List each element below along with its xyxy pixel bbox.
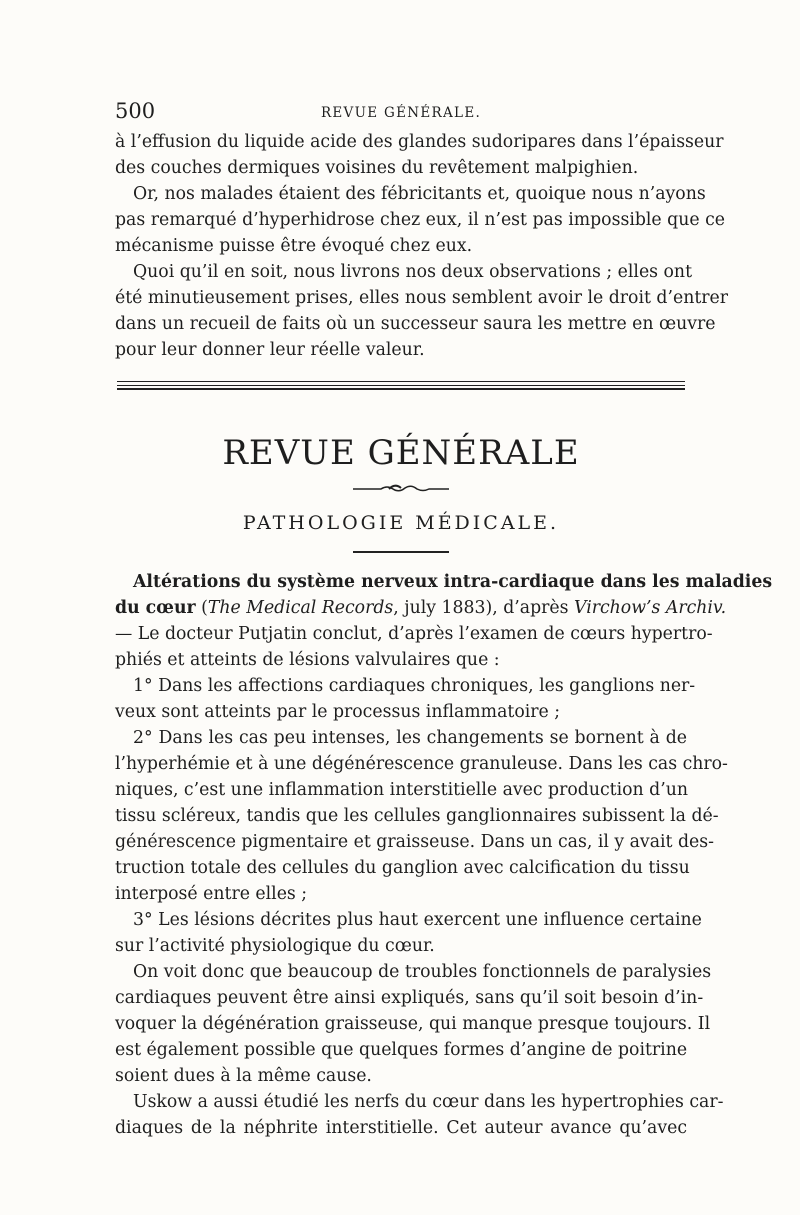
source-title: Virchow’s Archiv.	[574, 598, 727, 618]
journal-title: The Medical Records	[207, 598, 394, 618]
text-line: Or, nos malades étaient des fébricitants et, quoique nous n’ayons	[133, 184, 706, 204]
text-line: 1° Dans les affections cardiaques chroniques, les ganglions ner-	[133, 676, 696, 696]
article	[115, 569, 773, 1141]
text-line: pour leur donner leur réelle valeur.	[115, 340, 425, 360]
text-line: été minutieusement prises, elles nous semblent avoir le droit d’entrer	[115, 288, 729, 308]
text-line: cardiaques peuvent être ainsi expliqués, sans qu’il soit besoin d’in-	[115, 988, 704, 1008]
text-line: voquer la dégénération graisseuse, qui manque presque toujours. Il	[115, 1014, 711, 1034]
paragraph-feverish	[115, 181, 725, 259]
text-line: générescence pigmentaire et graisseuse. Dans un cas, il y avait des-	[115, 832, 714, 852]
article-heading-end: du cœur	[115, 598, 196, 618]
text-line: phiés et atteints de lésions valvulaires que :	[115, 650, 500, 670]
text-line: 2° Dans les cas peu intenses, les changements se bornent à de	[133, 728, 687, 748]
running-header	[115, 95, 687, 129]
text-fragment: (	[195, 598, 208, 618]
text-line: soient dues à la même cause.	[115, 1066, 372, 1086]
text-line: est également possible que quelques formes d’angine de poitrine	[115, 1040, 688, 1060]
running-title: REVUE GÉNÉRALE.	[320, 105, 482, 121]
text-line: 3° Les lésions décrites plus haut exercent une influence certaine	[133, 910, 702, 930]
text-line: des couches dermiques voisines du revêtement malpighien.	[115, 158, 639, 178]
section-divider-rule	[117, 381, 685, 389]
article-heading: Altérations du système nerveux intra-cardiaque dans les maladies	[133, 572, 773, 592]
article-heading-line-2	[115, 595, 727, 621]
text-line: diaques de la néphrite interstitielle. Cet auteur avance qu’avec	[115, 1118, 687, 1138]
paragraph-observations	[115, 259, 729, 363]
text-line: l’hyperhémie et à une dégénérescence granuleuse. Dans les cas chro-	[115, 754, 728, 774]
intro-paragraph	[115, 129, 724, 181]
section-title: REVUE GÉNÉRALE	[222, 433, 580, 473]
text-line: Uskow a aussi étudié les nerfs du cœur dans les hypertrophies car-	[133, 1092, 724, 1112]
text-line: — Le docteur Putjatin conclut, d’après l’examen de cœurs hypertro-	[115, 624, 713, 644]
text-line: tissu scléreux, tandis que les cellules ganglionnaires subissent la dé-	[115, 806, 719, 826]
text-line: pas remarqué d’hyperhidrose chez eux, il n’est pas impossible que ce	[115, 210, 725, 230]
text-fragment: , july 1883), d’après	[393, 598, 575, 618]
subsection-title: PATHOLOGIE MÉDICALE.	[242, 512, 560, 534]
text-line: niques, c’est une inflammation interstitielle avec production d’un	[115, 780, 688, 800]
page-number: 500	[115, 99, 156, 123]
text-line: truction totale des cellules du ganglion avec calcification du tissu	[115, 858, 690, 878]
text-line: interposé entre elles ;	[115, 884, 308, 904]
ornament-flourish-icon	[351, 481, 451, 495]
page	[115, 95, 773, 1141]
text-line: dans un recueil de faits où un successeur saura les mettre en œuvre	[115, 314, 716, 334]
text-line: sur l’activité physiologique du cœur.	[115, 936, 435, 956]
text-line: mécanisme puisse être évoqué chez eux.	[115, 236, 473, 256]
text-line: On voit donc que beaucoup de troubles fonctionnels de paralysies	[133, 962, 712, 982]
short-rule	[353, 551, 449, 553]
text-line: Quoi qu’il en soit, nous livrons nos deux observations ; elles ont	[133, 262, 693, 282]
text-line: veux sont atteints par le processus inflammatoire ;	[115, 702, 561, 722]
text-line: à l’effusion du liquide acide des glandes sudoripares dans l’épaisseur	[115, 132, 724, 152]
